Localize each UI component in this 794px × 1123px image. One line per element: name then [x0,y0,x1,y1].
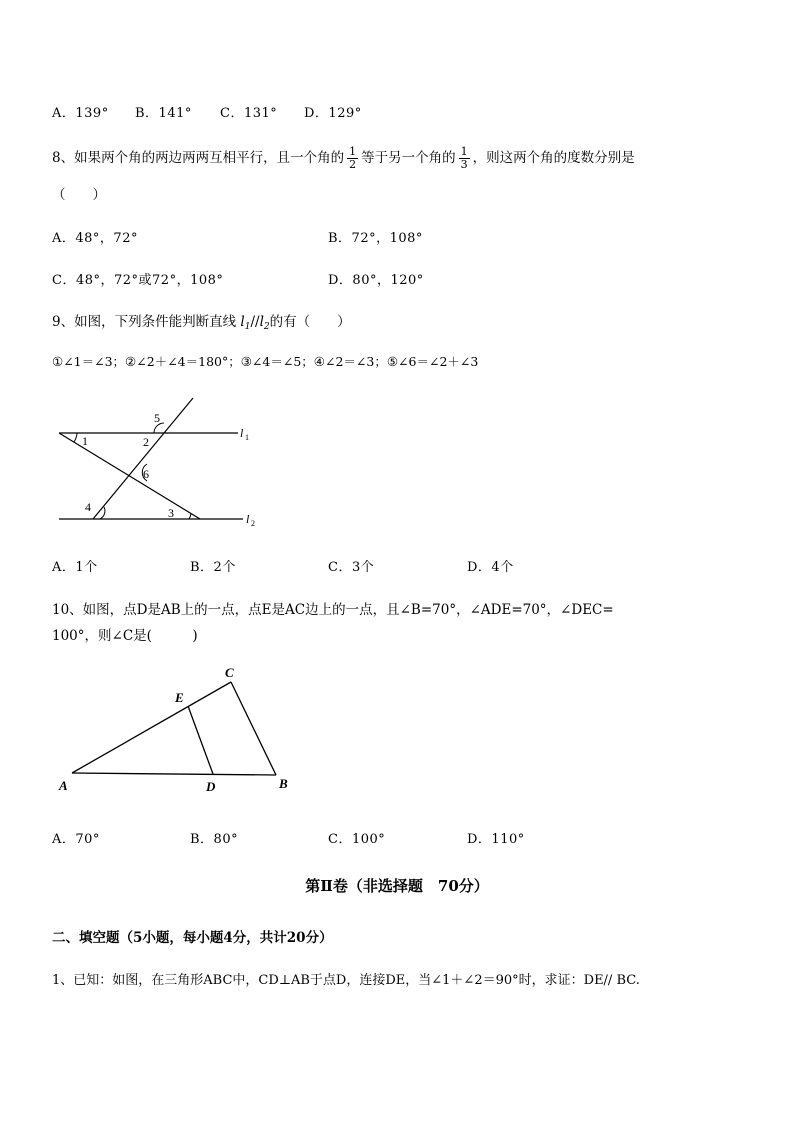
triangle-figure [55,660,305,800]
line-label-l1: l [240,426,244,440]
option-a: A．70° [52,832,100,847]
line-l2-subscript: 2 [263,322,270,332]
vertex-label-e: E [175,690,184,705]
question-9 [52,310,351,332]
option-a: A．1个 [52,560,98,575]
option-b: B．2个 [190,560,236,575]
line-label-l2: l [246,512,250,526]
segment-ab [72,773,276,775]
question-8 [52,146,635,171]
angle-label-5: 5 [154,411,160,425]
vertex-label-b: B [279,776,288,791]
fill-question-1: 1、已知：如图，在三角形ABC中，CD⊥AB于点D，连接DE，当∠1＋∠2＝90°时，求证：DE// BC. [52,973,640,988]
option-d: D．110° [467,832,525,847]
question-9-prefix: 9、如图，下列条件能判断直线 [52,314,237,330]
option-d: D．129° [304,106,362,121]
question-8-prefix: 8、如果两个角的两边两两互相平行，且一个角的 [52,150,345,166]
option-b: B．72°，108° [328,231,423,246]
parallel-symbol: // [250,314,260,330]
parallel-lines-figure [50,395,280,535]
angle-label-6: 6 [143,467,149,481]
line-label-l1-sub: 1 [245,433,249,442]
vertex-label-c: C [225,665,234,680]
fraction-numerator: 1 [349,145,357,158]
option-d: D．80°，120° [328,273,424,288]
segment-ed [188,706,213,774]
option-c: C．131° [220,106,278,121]
fraction-third [459,146,470,171]
angle-3-arc [189,513,191,519]
fraction-numerator: 1 [460,145,468,158]
line-label-l2-sub: 2 [251,519,255,528]
question-9-suffix: 的有（ ） [269,314,351,330]
angle-label-3: 3 [168,506,174,520]
angle-label-2: 2 [143,435,149,449]
option-d: D．4个 [467,560,514,575]
transversal-2 [93,398,193,519]
option-b: B．141° [135,106,192,121]
section-title: 第Ⅱ卷（非选择题 70分） [305,877,489,895]
option-b: B．80° [190,832,239,847]
transversal-1 [59,433,200,519]
line-l1: l [240,314,245,330]
angle-1-arc [74,433,77,442]
option-c: C．100° [328,832,386,847]
fraction-denominator: 2 [349,158,357,171]
segment-cb [231,682,276,775]
part-heading: 二、填空题（5小题，每小题4分，共计20分） [52,930,333,946]
question-8-middle: 等于另一个角的 [361,150,456,166]
option-a: A．48°，72° [52,231,138,246]
question-10-line-1: 10、如图，点D是AB上的一点，点E是AC边上的一点，且∠B=70°，∠ADE=70°，∠DEC= [52,602,614,618]
vertex-label-d: D [206,779,216,794]
angle-label-1: 1 [82,434,88,448]
line-l1-subscript: 1 [244,322,251,332]
option-c: C．3个 [328,560,375,575]
fraction-half [347,146,358,171]
vertex-label-a: A [59,778,68,793]
question-9-conditions: ①∠1＝∠3；②∠2＋∠4＝180°；③∠4＝∠5；④∠2＝∠3；⑤∠6＝∠2＋∠3 [52,354,479,369]
line-l2: l [259,314,264,330]
option-a: A．139° [52,106,109,121]
option-c: C．48°，72°或72°，108° [52,273,224,288]
question-8-blank: （ ） [52,187,106,203]
question-10-line-2: 100°，则∠C是( ) [52,628,198,644]
fraction-denominator: 3 [460,158,468,171]
question-8-suffix: ，则这两个角的度数分别是 [472,150,635,166]
angle-label-4: 4 [85,500,91,514]
